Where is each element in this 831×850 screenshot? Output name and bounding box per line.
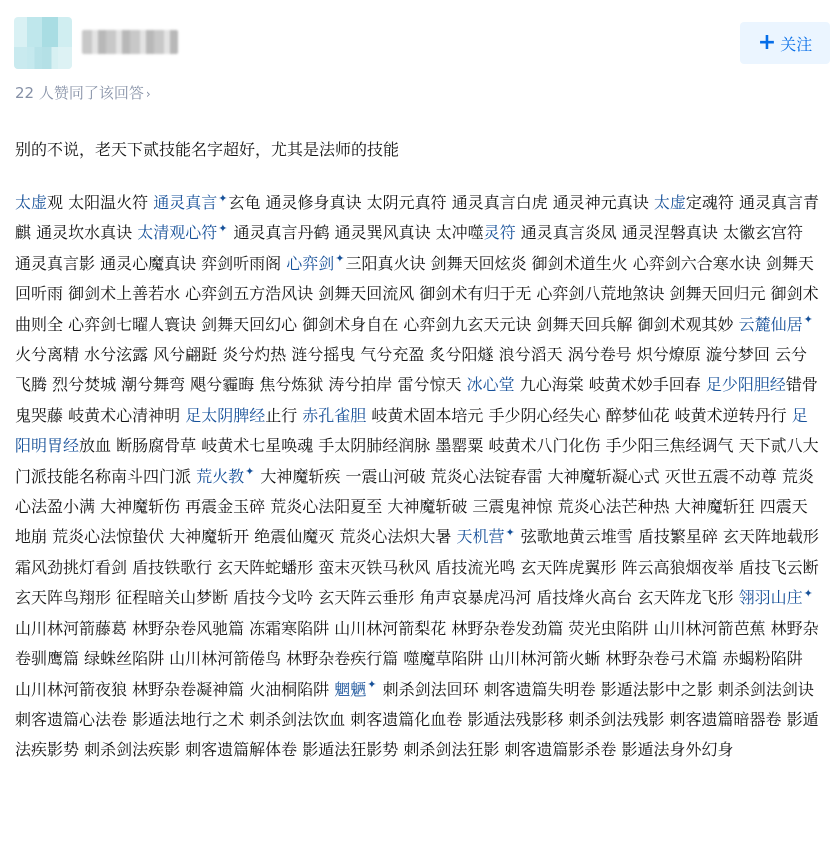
chevron-right-icon: › — [145, 87, 151, 101]
follow-button[interactable] — [740, 22, 830, 64]
keyword-link[interactable]: 足太阴脾经 — [185, 405, 266, 425]
answer-text: 错骨 鬼哭藤 岐黄术心清神明 — [15, 375, 818, 425]
answer-text: 通灵真言丹鹤 通灵巽风真诀 太冲噬 — [228, 223, 484, 243]
sparkle-icon: ✦ — [218, 191, 228, 205]
keyword-link[interactable]: 灵符 — [483, 223, 516, 243]
keyword-link[interactable]: 赤孔雀胆 — [302, 405, 367, 425]
keyword-link[interactable]: 足少阳胆经 — [705, 375, 786, 395]
answer-text: 弦歌地黄云堆雪 盾技繁星碎 玄天阵地载形 霜风劲挑灯看剑 盾技铁歌行 玄天阵蛇蟠形 蛮末灭铁马秋风 盾技流光鸣 玄天阵虎翼形 阵云高狼烟夜举 盾技飞云断 玄天阵鸟翔形 征程暗关山梦断 盾技今戈吟 玄天阵云垂形 角声哀暴虎冯河 盾技烽火高台 玄天阵龙飞形 — [15, 527, 819, 608]
answer-text: 玄龟 通灵修身真诀 太阴元真符 通灵真言白虎 通灵神元真诀 — [228, 193, 654, 212]
answer-intro: 别的不说，老天下贰技能名字超好，尤其是法师的技能 — [15, 140, 400, 159]
answer-text: 九心海棠 岐黄术妙手回春 — [514, 375, 706, 395]
sparkle-icon: ✦ — [218, 222, 228, 236]
sparkle-icon: ✦ — [245, 465, 255, 479]
answer-text: 刺杀剑法回环 刺客遗篇失明卷 影遁法影中之影 刺杀剑法剑诀 刺客遗篇心法卷 影遁法地行之术 刺杀剑法饮血 刺客遗篇化血卷 影遁法残影移 刺杀剑法残影 刺客遗篇暗器卷 影遁法疾影势 刺杀剑法疾影 刺客遗篇解体卷 影遁法狂影势 刺杀剑法狂影 刺客遗篇影杀卷 影遁法身外幻身 — [15, 679, 819, 760]
keyword-link[interactable]: 太清观心符 — [137, 223, 218, 243]
keyword-link[interactable]: 荒火教 — [196, 466, 245, 486]
keyword-link[interactable]: 翎羽山庄 — [738, 588, 803, 608]
sparkle-icon: ✦ — [335, 252, 345, 266]
answer-text: 大神魔斩疾 一震山河破 荒炎心法锭春雷 大神魔斩凝心式 灭世五震不动尊 荒炎心法盈小满 大神魔斩伤 再震金玉碎 荒炎心法阳夏至 大神魔斩破 三震鬼神惊 荒炎心法芒种热 大神魔斩狂 四震天地崩 荒炎心法惊蛰伏 大神魔斩开 绝震仙魔灭 荒炎心法炽大暑 — [15, 466, 814, 547]
vote-count[interactable] — [15, 82, 151, 103]
keyword-link[interactable]: 心弈剑 — [286, 253, 335, 273]
sparkle-icon: ✦ — [367, 678, 377, 692]
keyword-link[interactable]: 冰心堂 — [466, 375, 515, 395]
keyword-link[interactable]: 云麓仙居 — [738, 314, 803, 334]
answer-text: 定魂符 通灵真言青麒 通灵坎水真诀 — [15, 193, 819, 243]
answer-text: 山川林河箭藤葛 林野杂卷风驰篇 冻霜寒陷阱 山川林河箭梨花 林野杂卷发劲篇 荧光虫陷阱 山川林河箭芭蕉 林野杂卷驯鹰篇 绿蛛丝陷阱 山川林河箭倦鸟 林野杂卷疾行篇 噬魔草陷阱 山川林河箭火蜥 林野杂卷弓术篇 赤蝎粉陷阱 山川林河箭夜狼 林野杂卷凝神篇 火油桐陷阱 — [15, 618, 819, 699]
answer-text: 岐黄术固本培元 手少阴心经失心 醉梦仙花 岐黄术逆转丹行 — [366, 405, 792, 425]
answer-content — [15, 188, 821, 766]
sparkle-icon: ✦ — [505, 526, 515, 540]
answer-text: 止行 — [265, 405, 303, 425]
keyword-link[interactable]: 太虚 — [653, 193, 686, 212]
follow-label: 关注 — [780, 34, 813, 54]
keyword-link[interactable]: 太虚 — [15, 193, 48, 212]
keyword-link[interactable]: 天机营 — [456, 527, 505, 547]
sparkle-icon: ✦ — [803, 586, 813, 600]
vote-count-text: 22 人赞同了该回答 — [15, 84, 144, 102]
author-name-blurred[interactable] — [82, 30, 178, 54]
answer-text: 火兮离精 水兮泫露 风兮翩跹 炎兮灼热 涟兮摇曳 气兮充盈 炙兮阳燧 浪兮滔天 涡兮卷号 炽兮燎原 漩兮梦回 云兮飞腾 烈兮焚城 潮兮舞弯 飓兮霾晦 焦兮炼狱 涛兮拍岸 雷兮惊天 — [15, 345, 807, 395]
sparkle-icon: ✦ — [803, 313, 813, 327]
keyword-link[interactable]: 魍魉 — [334, 679, 367, 699]
plus-icon: + — [757, 30, 777, 55]
avatar[interactable] — [14, 17, 72, 69]
answer-header — [0, 0, 831, 80]
answer-text: 观 太阳温火符 — [47, 193, 154, 212]
answer-text: 通灵真言炎凤 通灵涅磐真诀 太徽玄宫符 通灵真言影 通灵心魔真诀 弈剑听雨阁 — [15, 223, 803, 273]
keyword-link[interactable]: 足阳明胃经 — [15, 405, 808, 456]
answer-text: 放血 断肠腐骨草 岐黄术七星唤魂 手太阴肺经润脉 墨罂粟 岐黄术八门化伤 手少阳三焦经调气 天下贰八大门派技能名称南斗四门派 — [15, 436, 819, 486]
answer-text: 三阳真火诀 剑舞天回炫炎 御剑术道生火 心弈剑六合寒水诀 剑舞天回听雨 御剑术上善若水 心弈剑五方浩风诀 剑舞天回流风 御剑术有归于无 心弈剑八荒地煞诀 剑舞天回归元 御剑术曲则全 心弈剑七曜人寰诀 剑舞天回幻心 御剑术身自在 心弈剑九玄天元诀 剑舞天回兵解 御剑术观其妙 — [15, 253, 819, 334]
keyword-link[interactable]: 通灵真言 — [153, 193, 218, 212]
